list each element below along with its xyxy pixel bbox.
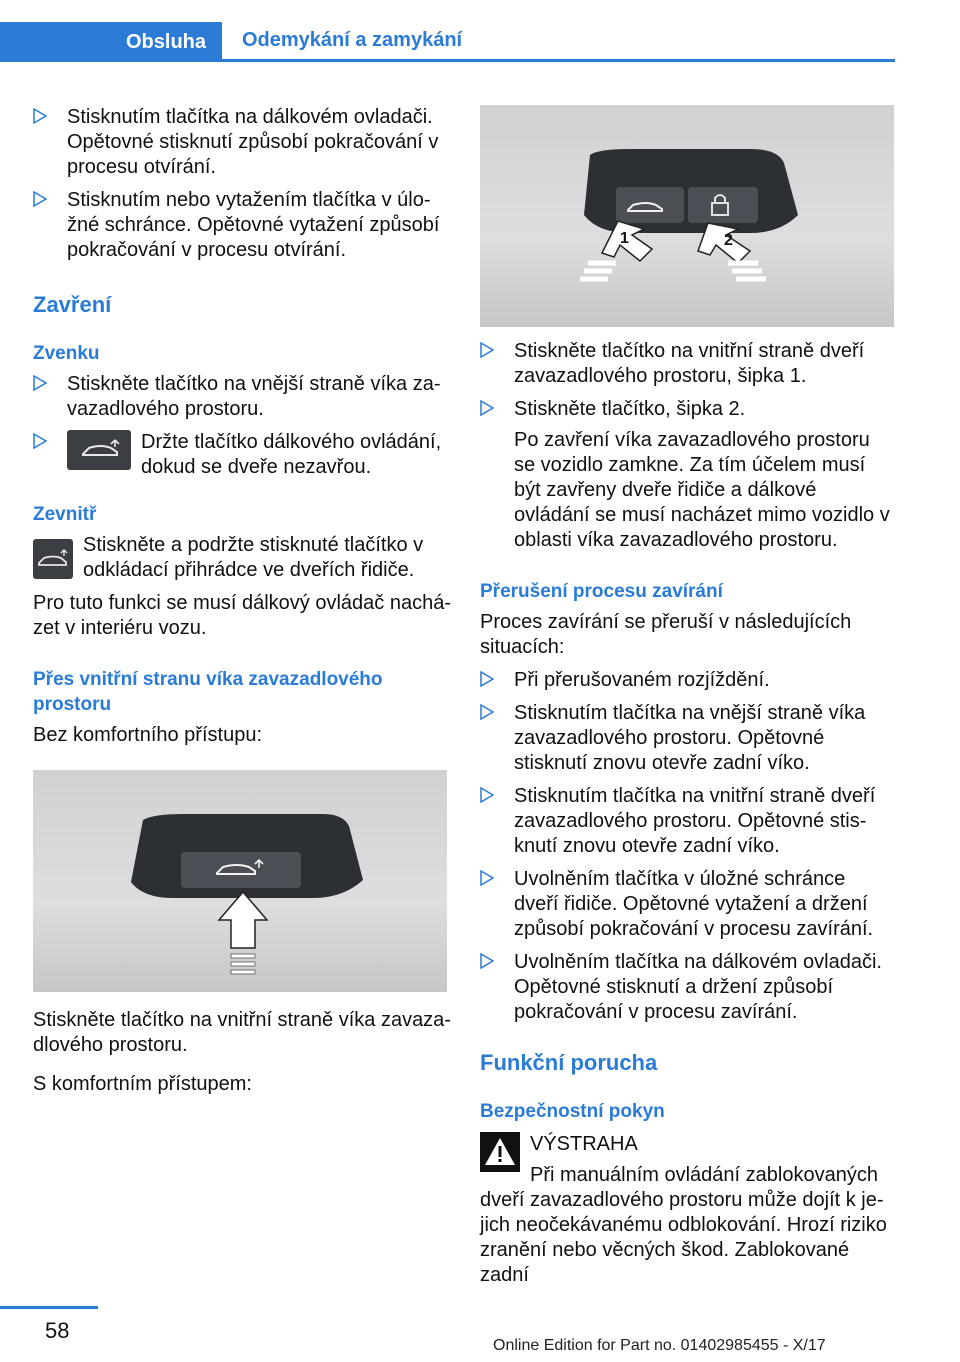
- heading-fault: Funkční porucha: [480, 1050, 658, 1075]
- warning-text: dveří zavazadlového prostoru může dojít k jejich neočekávanému odblokování. Hrozí riziko zranění nebo věcných škod. Zablokované zadní: [480, 1189, 887, 1286]
- photo-caption: Stiskněte tlačítko na vnitřní straně víka zavazadlového prostoru.: [33, 1009, 451, 1056]
- list-item-text: Stisknutím tlačítka na dálkovém ovladači. Opětovné stisknutí způsobí pokračování v procesu otvírání.: [67, 106, 439, 178]
- list-item-text: Stiskněte tlačítko na vnitřní straně dveří zavazadlového prostoru, šipka 1.: [514, 340, 865, 387]
- bullet-triangle-icon: [33, 108, 47, 124]
- interrupt-intro: Proces zavírání se přeruší v následujících situacích:: [480, 611, 852, 658]
- bullet-triangle-icon: [480, 671, 494, 687]
- trunk-button-icon: [67, 430, 131, 470]
- list-item: [33, 372, 451, 422]
- list-item-text: Stiskněte tlačítko na vnější straně víka zavazadlového prostoru.: [67, 373, 441, 420]
- list-item-text: Uvolněním tlačítka na dálkovém ovladači. Opětovné stisknutí a držení způsobí pokračování v procesu zavírání.: [514, 951, 882, 1023]
- list-item: [480, 950, 894, 1025]
- heading-close: Zavření: [33, 292, 112, 317]
- list-item-text: Stiskněte tlačítko, šipka 2.: [514, 398, 746, 420]
- list-item: [480, 867, 894, 942]
- warning-title: VÝSTRAHA: [530, 1133, 638, 1155]
- footer-rule: [0, 1306, 98, 1309]
- arrow-label-2: 2: [724, 232, 733, 249]
- bullet-triangle-icon: [33, 191, 47, 207]
- list-item: [480, 701, 894, 776]
- bullet-triangle-icon: [480, 870, 494, 886]
- with-comfort-label: S komfortním přístupem:: [33, 1073, 252, 1095]
- list-item-text: Stisknutím tlačítka na vnější straně víka zavazadlového prostoru. Opětovné stisknutí znovu otevře zadní víko.: [514, 702, 866, 774]
- bullet-triangle-icon: [480, 704, 494, 720]
- warning-block: [480, 1132, 894, 1188]
- list-item: [480, 668, 894, 693]
- page-number: 58: [45, 1318, 70, 1343]
- right-column: [480, 105, 894, 1288]
- list-item-text: Při přerušovaném rozjíždění.: [514, 669, 770, 691]
- trunk-close-icon: [33, 539, 73, 579]
- footer-edition: Online Edition for Part no. 01402985455 - X/17: [493, 1337, 826, 1354]
- list-item-text: Uvolněním tlačítka v úložné schránce dveří řidiče. Opětovné vytažení a držení způsobí pokračování v procesu zavírání.: [514, 868, 874, 940]
- list-item: [33, 105, 451, 180]
- warning-icon: [480, 1132, 520, 1172]
- bullet-triangle-icon: [33, 433, 47, 449]
- bullet-triangle-icon: [480, 342, 494, 358]
- bullet-triangle-icon: [480, 953, 494, 969]
- list-item-text: Stisknutím nebo vytažením tlačítka v úložné schránce. Opětovné vytažení způsobí pokračování v procesu otvírání.: [67, 189, 440, 261]
- list-item: [33, 430, 451, 480]
- list-item: [480, 784, 894, 859]
- heading-via-trunk-lid: Přes vnitřní stranu víka zavazadlového prostoru: [33, 669, 383, 715]
- trunk-lid-button-photo: [33, 770, 447, 992]
- inside-instruction: [33, 533, 451, 583]
- heading-interrupt: Přerušení procesu zavírání: [480, 581, 723, 602]
- after-note: Po zavření víka zavazadlového prostoru se vozidlo zamkne. Za tím účelem musí být zavřeny dveře řidiče a dálkové ovládání se musí nacházet mimo vozidlo v oblasti víka zavazadlového prostoru.: [514, 429, 890, 551]
- list-item: [33, 188, 451, 263]
- warning-text-line1: Při manuálním ovládání zablokovaných: [530, 1164, 878, 1186]
- topic-tab: Odemykání a zamykání: [222, 22, 895, 62]
- page-header: [0, 0, 895, 62]
- list-item-text: Stisknutím tlačítka na vnitřní straně dveří zavazadlového prostoru. Opětovné stisknutí znovu otevře zadní víko.: [514, 785, 876, 857]
- left-column: [33, 105, 451, 1097]
- list-item: [480, 397, 894, 422]
- heading-outside: Zvenku: [33, 343, 100, 364]
- inside-text: Stiskněte a podržte stisknuté tlačítko v odkládací přihrádce ve dveřích řidiče.: [83, 534, 424, 581]
- no-comfort-label: Bez komfortního přístupu:: [33, 724, 263, 746]
- bullet-triangle-icon: [480, 787, 494, 803]
- heading-inside: Zevnitř: [33, 504, 97, 525]
- list-item: [480, 339, 894, 389]
- heading-safety: Bezpečnostní pokyn: [480, 1101, 665, 1122]
- inside-note: Pro tuto funkci se musí dálkový ovládač nacházet v interiéru vozu.: [33, 592, 451, 639]
- list-item-text: Držte tlačítko dálkového ovládání, dokud se dveře nezavřou.: [141, 431, 442, 478]
- trunk-door-buttons-photo: [480, 105, 894, 327]
- section-tab: Obsluha: [0, 22, 222, 62]
- arrow-label-1: 1: [620, 230, 629, 247]
- bullet-triangle-icon: [33, 375, 47, 391]
- bullet-triangle-icon: [480, 400, 494, 416]
